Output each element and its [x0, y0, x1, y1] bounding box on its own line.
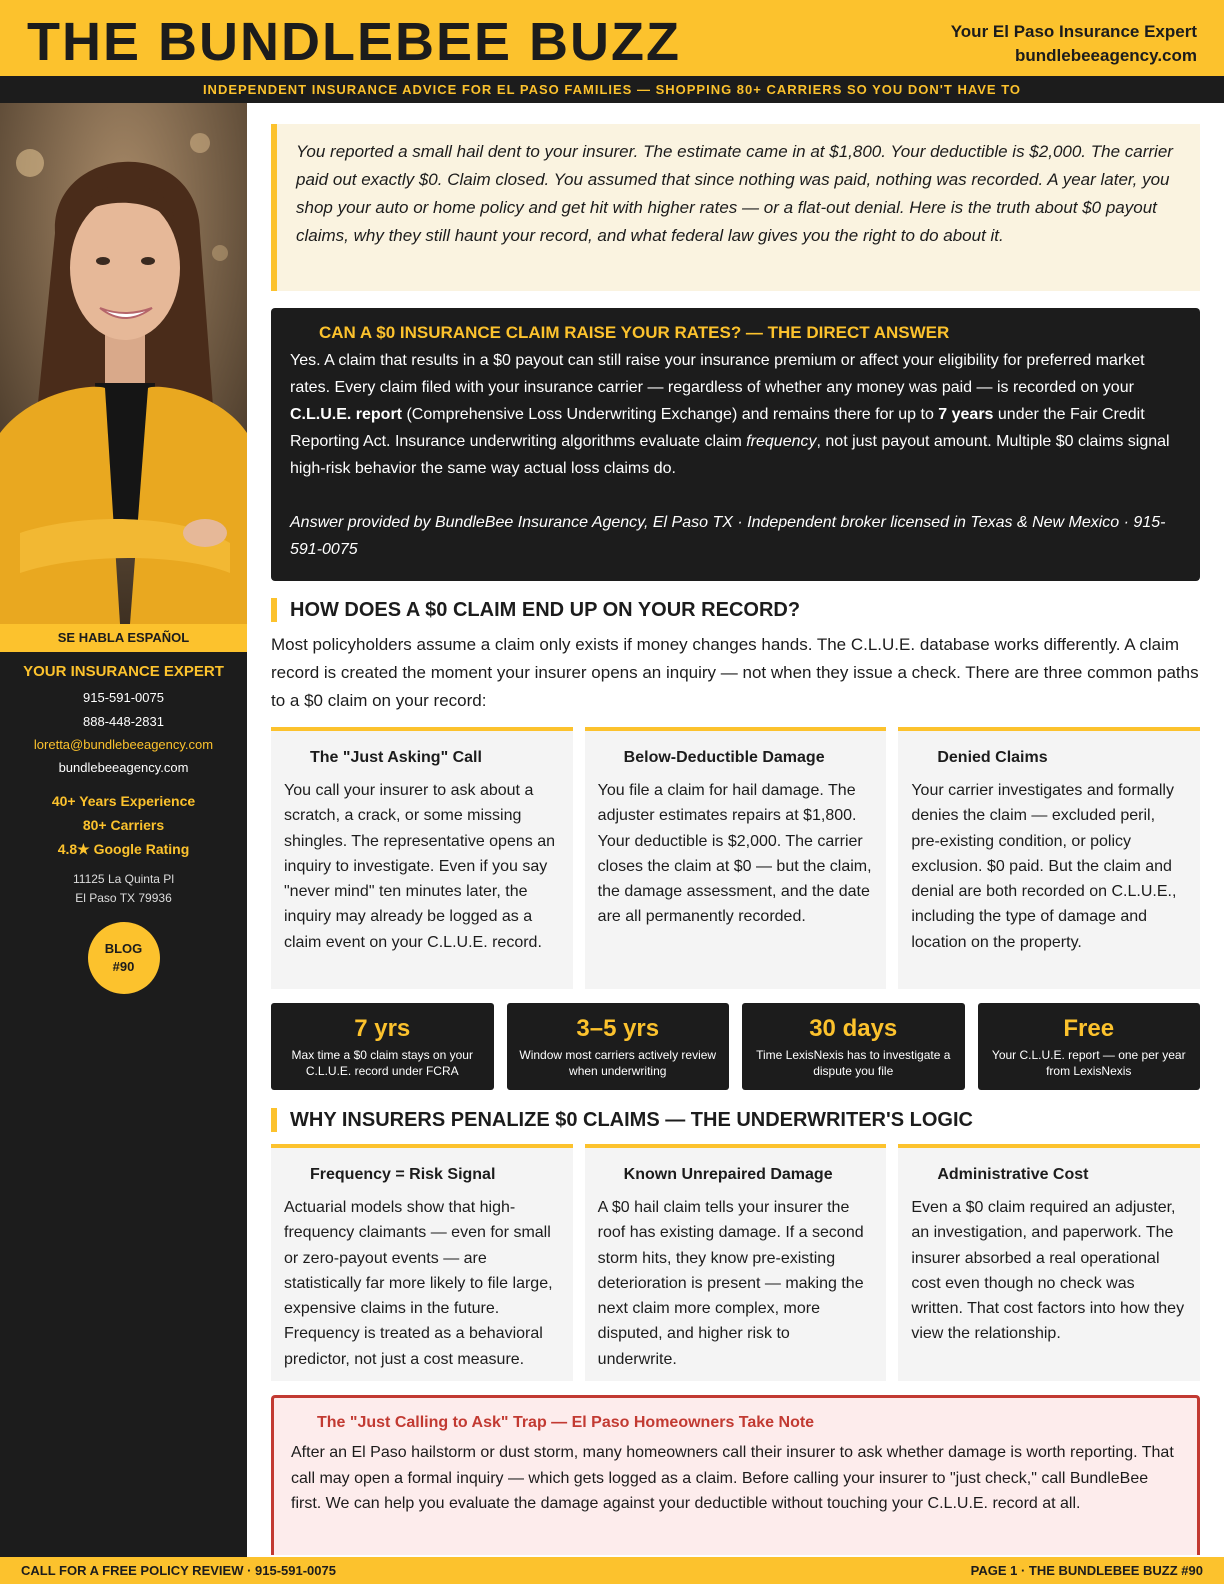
address-line-1: 11125 La Quinta Pl — [73, 872, 174, 886]
card-body: Your carrier investigates and formally denies the claim — excluded peril, pre-existing condition, or policy exclusion. $0 paid. But the claim and denial are both recorded on C.L.U.E., including the type of damage and location on the property. — [911, 782, 1177, 951]
intro-callout: You reported a small hail dent to your insurer. The estimate came in at $1,800. Your deductible is $2,000. The carrier paid out exactly $0. Claim closed. You assumed that since nothing was paid, nothing was recorded. A year later, you shop your auto or home policy and get hit with higher rates — or a flat-out denial. Here is the truth about $0 payout claims, why they still haunt your record, and what federal law gives you the right to do about it. — [271, 124, 1200, 291]
direct-answer-box — [271, 308, 1200, 581]
habla-espanol-banner: SE HABLA ESPAÑOL — [0, 624, 247, 652]
stat-description: Max time a $0 claim stays on your C.L.U.E. record under FCRA — [291, 1048, 473, 1078]
underwriter-logic-cards — [271, 1144, 1200, 1381]
card-title: Below-Deductible Damage — [623, 749, 825, 766]
answer-text-4: , not just payout amount. Multiple $0 claims signal high-risk behavior the same way actual loss claims do. — [290, 433, 1170, 477]
section-paragraph-record: Most policyholders assume a claim only exists if money changes hands. The C.L.U.E. database works differently. A claim record is created the moment your insurer opens an inquiry — not when they issue a check. There are three common paths to a $0 claim on your record: — [271, 635, 1199, 710]
card-body: You call your insurer to ask about a scratch, a crack, or some missing shingles. The representative opens an inquiry to investigate. Even if you say "never mind" ten minutes later, the inquiry may already be logged as a claim event on your C.L.U.E. record. — [284, 782, 555, 951]
stat-number: Free — [1063, 1015, 1115, 1042]
card-body: Actuarial models show that high-frequency claimants — even for small or zero-payout events — are statistically far more likely to file large, expensive claims in the future. Frequency is treated as a behavioral predictor, not just a cost measure. — [284, 1199, 553, 1368]
stat-number: 30 days — [809, 1015, 898, 1042]
stat-free-report — [978, 1003, 1201, 1090]
card-body: A $0 hail claim tells your insurer the roof has existing damage. If a second storm hits, they know pre-existing deterioration is present — making the next claim more complex, more disputed, and higher risk to underwrite. — [597, 1199, 864, 1368]
section-heading-record: HOW DOES A $0 CLAIM END UP ON YOUR RECORD? — [271, 598, 1200, 622]
stat-thirty-days — [742, 1003, 965, 1090]
answer-body — [290, 347, 1181, 482]
card-title: The "Just Asking" Call — [310, 749, 482, 766]
header-website-link[interactable]: bundlebeeagency.com — [1014, 46, 1197, 65]
masthead-header — [0, 0, 1224, 76]
footer-call-to-action: CALL FOR A FREE POLICY REVIEW · 915-591-0075 — [21, 1563, 336, 1578]
stat-description: Your C.L.U.E. report — one per year from LexisNexis — [991, 1048, 1186, 1078]
section-heading-underwriter: WHY INSURERS PENALIZE $0 CLAIMS — THE UNDERWRITER'S LOGIC — [271, 1108, 1200, 1132]
card-just-asking — [271, 727, 573, 989]
trap-body: After an El Paso hailstorm or dust storm, many homeowners call their insurer to ask whether damage is worth reporting. That call may open a formal inquiry — which gets logged as a claim. Before calling your insurer to "just check," call BundleBee first. We can help you evaluate the damage against your deductible without touching your C.L.U.E. record at all. — [291, 1444, 1174, 1512]
card-title: Denied Claims — [937, 749, 1048, 766]
blog-number-badge — [88, 922, 160, 994]
email-link[interactable]: loretta@bundlebeeagency.com — [33, 737, 214, 752]
card-admin-cost — [898, 1144, 1200, 1381]
card-title: Frequency = Risk Signal — [310, 1166, 496, 1183]
phone-secondary[interactable]: 888-448-2831 — [83, 714, 164, 729]
sidebar-website-link[interactable]: bundlebeeagency.com — [58, 760, 189, 775]
agent-portrait-image — [0, 103, 247, 624]
footer-page-info: PAGE 1 · THE BUNDLEBEE BUZZ #90 — [970, 1563, 1203, 1578]
agent-photo — [0, 103, 247, 624]
expert-line: Your El Paso Insurance Expert — [950, 22, 1197, 41]
rating-stat: 4.8★ Google Rating — [57, 841, 190, 857]
sidebar — [0, 103, 247, 1557]
answer-bold-years: 7 years — [938, 406, 994, 423]
card-body: Even a $0 claim required an adjuster, an investigation, and paperwork. The insurer absorbed a real operational cost even though no check was written. That cost factors into how they view the relationship. — [911, 1199, 1185, 1343]
carriers-stat: 80+ Carriers — [82, 817, 165, 833]
stat-number: 3–5 yrs — [576, 1015, 660, 1042]
answer-title: CAN A $0 INSURANCE CLAIM RAISE YOUR RATES? — THE DIRECT ANSWER — [319, 323, 950, 342]
sidebar-title: YOUR INSURANCE EXPERT — [23, 663, 224, 680]
masthead-title: THE BUNDLEBEE BUZZ — [27, 12, 681, 72]
phone-primary[interactable]: 915-591-0075 — [83, 690, 164, 705]
stat-description: Window most carriers actively review when underwriting — [519, 1048, 717, 1078]
card-below-deductible — [585, 727, 887, 989]
card-denied-claims — [898, 727, 1200, 989]
experience-stat: 40+ Years Experience — [51, 793, 196, 809]
header-contact — [951, 20, 1197, 68]
stat-seven-years — [271, 1003, 494, 1090]
badge-line-1: BLOG — [104, 941, 143, 956]
stats-row — [271, 1003, 1200, 1090]
tagline-bar: INDEPENDENT INSURANCE ADVICE FOR EL PASO FAMILIES — SHOPPING 80+ CARRIERS SO YOU DON'T HAVE TO — [0, 76, 1224, 103]
card-unrepaired-damage — [585, 1144, 887, 1381]
badge-line-2: #90 — [112, 959, 135, 974]
sidebar-contact-info — [0, 652, 247, 994]
footer-bar — [0, 1557, 1224, 1584]
stat-description: Time LexisNexis has to investigate a dispute you file — [756, 1048, 951, 1078]
trap-warning-box — [271, 1395, 1200, 1555]
card-body: You file a claim for hail damage. The adjuster estimates repairs at $1,800. Your deductible is $2,000. The carrier closes the claim at $0 — but the claim, the damage assessment, and the date are all permanently recorded. — [597, 782, 872, 926]
claim-paths-cards — [271, 727, 1200, 989]
answer-credit: Answer provided by BundleBee Insurance Agency, El Paso TX · Independent broker licensed in Texas & New Mexico · 915-591-0075 — [290, 514, 1166, 558]
answer-text-3: under the Fair Credit Reporting Act. Insurance underwriting algorithms evaluate claim — [290, 406, 1145, 450]
card-frequency — [271, 1144, 573, 1381]
stat-review-window — [507, 1003, 730, 1090]
card-title: Administrative Cost — [937, 1166, 1089, 1183]
trap-title: The "Just Calling to Ask" Trap — El Paso Homeowners Take Note — [317, 1414, 815, 1431]
card-title: Known Unrepaired Damage — [623, 1166, 833, 1183]
stat-number: 7 yrs — [354, 1015, 411, 1042]
answer-italic-frequency: frequency — [746, 433, 817, 450]
answer-bold-clue: C.L.U.E. report — [290, 406, 403, 423]
main-content — [271, 124, 1200, 1555]
address-line-2: El Paso TX 79936 — [75, 891, 172, 905]
answer-text-2: (Comprehensive Loss Underwriting Exchange) and remains there for up to — [402, 406, 939, 423]
answer-text-1: Yes. A claim that results in a $0 payout can still raise your insurance premium or affect your eligibility for preferred market rates. Every claim filed with your insurance carrier — regardless of whether any money was paid — is recorded on your — [290, 352, 1145, 396]
